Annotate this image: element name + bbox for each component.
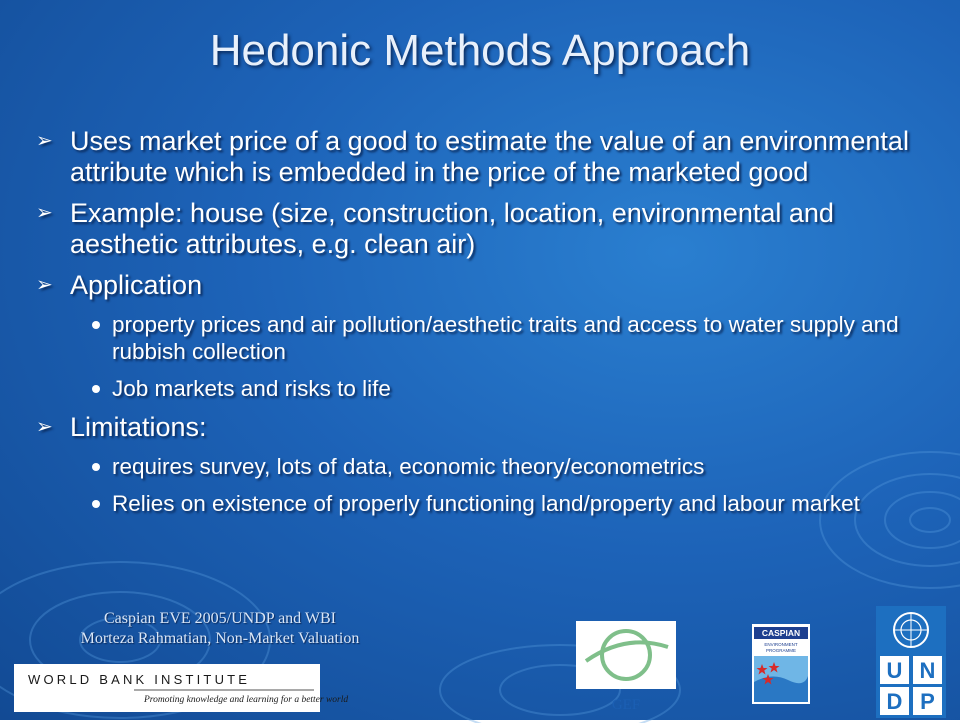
caspian-logo-line2: ENVIRONMENT — [764, 642, 798, 647]
dot-bullet-icon — [92, 321, 100, 329]
arrow-bullet-icon: ➢ — [36, 130, 53, 152]
undp-letter: D — [886, 689, 903, 714]
dot-bullet-icon — [92, 463, 100, 471]
bullet-text: Uses market price of a good to estimate the value of an environmental attribute which is embedded in the price of the marketed good — [70, 126, 909, 187]
sub-bullet-text: requires survey, lots of data, economic theory/econometrics — [112, 454, 705, 479]
caspian-environment-programme-logo — [752, 624, 810, 704]
wbi-logo-tagline: Promoting knowledge and learning for a better world — [144, 695, 349, 705]
bullet-item — [36, 270, 916, 301]
bullet-text: Example: house (size, construction, location, environmental and aesthetic attributes, e.g. clean air) — [70, 198, 834, 259]
caspian-logo-line1: CASPIAN — [761, 628, 801, 638]
arrow-bullet-icon: ➢ — [36, 274, 53, 296]
gef-logo-caption: GEF — [611, 697, 641, 713]
arrow-bullet-icon: ➢ — [36, 416, 53, 438]
footer-credit — [20, 609, 420, 649]
slide-title: Hedonic Methods Approach — [209, 26, 751, 75]
caspian-logo-line3: PROGRAMME — [765, 648, 797, 653]
credit-line: Morteza Rahmatian, Non-Market Valuation — [80, 630, 360, 647]
wbi-logo-name: WORLD BANK INSTITUTE — [28, 672, 251, 687]
sub-bullet-text: Job markets and risks to life — [112, 376, 391, 401]
sub-bullet-item — [36, 375, 916, 402]
undp-logo — [876, 606, 946, 718]
world-bank-institute-logo — [14, 664, 349, 712]
bullet-item — [36, 412, 916, 443]
undp-letter: P — [920, 689, 935, 714]
undp-letter: U — [886, 658, 903, 683]
bullet-text: Limitations: — [70, 412, 207, 442]
sub-bullet-item — [36, 311, 916, 365]
sub-bullet-item — [36, 453, 916, 480]
arrow-bullet-icon: ➢ — [36, 202, 53, 224]
bullet-list — [36, 126, 916, 527]
sub-bullet-text: property prices and air pollution/aesthetic traits and access to water supply and rubbish collection — [112, 312, 899, 364]
dot-bullet-icon — [92, 385, 100, 393]
dot-bullet-icon — [92, 500, 100, 508]
gef-logo — [576, 621, 676, 689]
bullet-item — [36, 198, 916, 260]
sub-bullet-text: Relies on existence of properly functioning land/property and labour market — [112, 491, 860, 516]
bullet-text: Application — [70, 270, 203, 300]
undp-letter: N — [919, 658, 936, 683]
sub-bullet-item — [36, 490, 916, 517]
credit-line: Caspian EVE 2005/UNDP and WBI — [104, 610, 336, 627]
bullet-item — [36, 126, 916, 188]
